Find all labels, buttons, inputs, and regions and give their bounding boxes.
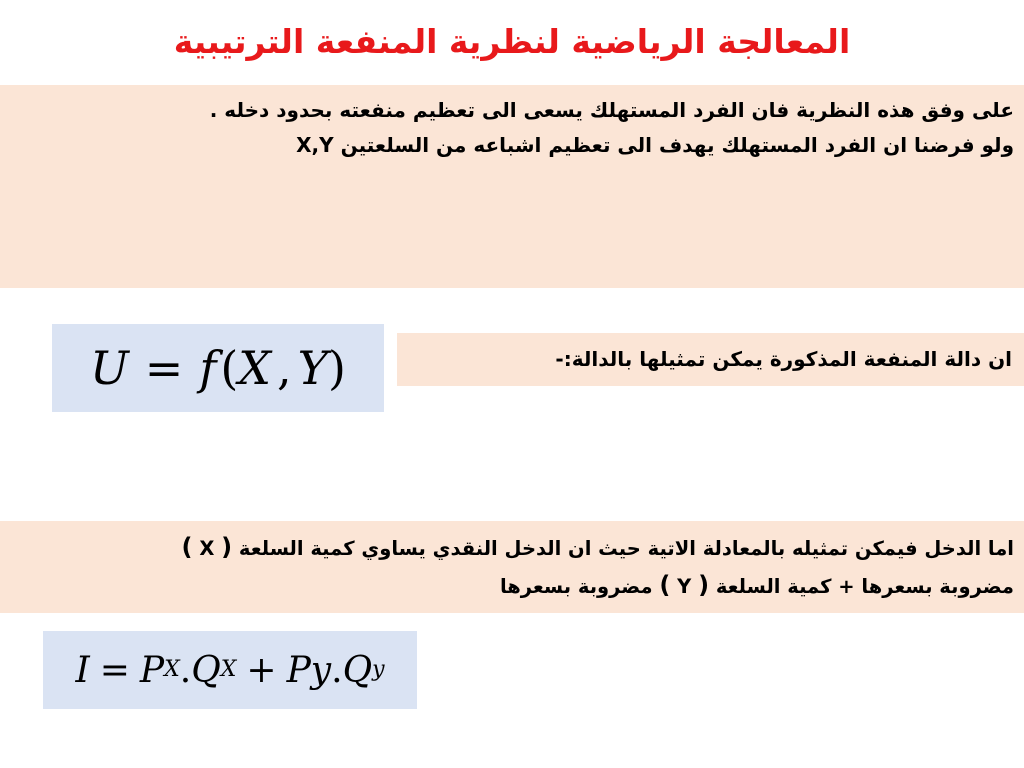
income-line-1 [10,529,1014,567]
income-line-1-open-paren: ( [221,533,233,561]
formula-comma: , [277,341,292,395]
income-Q2: Q [342,649,373,691]
utility-function-label: ان دالة المنفعة المذكورة يمكن تمثيلها بالدالة:- [397,333,1024,386]
income-line-1-close-paren: ) [181,533,193,561]
utility-formula-box [52,324,384,412]
formula-open-paren: ( [220,341,239,395]
income-plus: + [246,649,277,691]
utility-formula [52,324,384,412]
income-line-2-text: مضروبة بسعرها + كمية السلعة [715,575,1014,598]
income-line-2-var: Y [670,575,699,598]
slide-title: المعالجة الرياضية لنظرية المنفعة الترتيبية [173,22,851,61]
income-equals: = [99,649,130,691]
income-Q1: Q [191,649,221,691]
income-formula: I = P X . Q X + Py . Q y [75,649,385,691]
intro-text-box [0,85,1024,288]
intro-line-1: على وفق هذه النظرية فان الفرد المستهلك يسعى الى تعظيم منفعته بحدود دخله . [209,98,1014,122]
income-line-2 [10,567,1014,605]
income-line-1-text: اما الدخل فيمكن تمثيله بالمعادلة الاتية حيث ان الدخل النقدي يساوي كمية السلعة [238,537,1014,560]
formula-f: f [199,341,217,395]
formula-equals: = [144,341,184,395]
income-line-2-text-end: مضروبة بسعرها [499,575,653,598]
income-P: P [139,649,165,691]
income-dot-1: . [179,649,192,691]
income-formula-box [43,631,417,709]
formula-X: X [238,341,272,395]
intro-line-2: ولو فرضنا ان الفرد المستهلك يهدف الى تعظيم اشباعه من السلعتين X,Y [296,133,1014,157]
formula-close-paren: ) [328,341,346,395]
formula-U: U [89,341,129,395]
income-line-1-var: X [192,537,222,560]
income-Py: Py [286,649,332,691]
income-dot-2: . [331,649,343,691]
income-I: I [75,649,90,691]
income-line-2-close-paren: ) [659,571,671,599]
income-text-box [0,521,1024,613]
formula-Y: Y [297,341,329,395]
income-line-2-open-paren: ( [698,571,710,599]
